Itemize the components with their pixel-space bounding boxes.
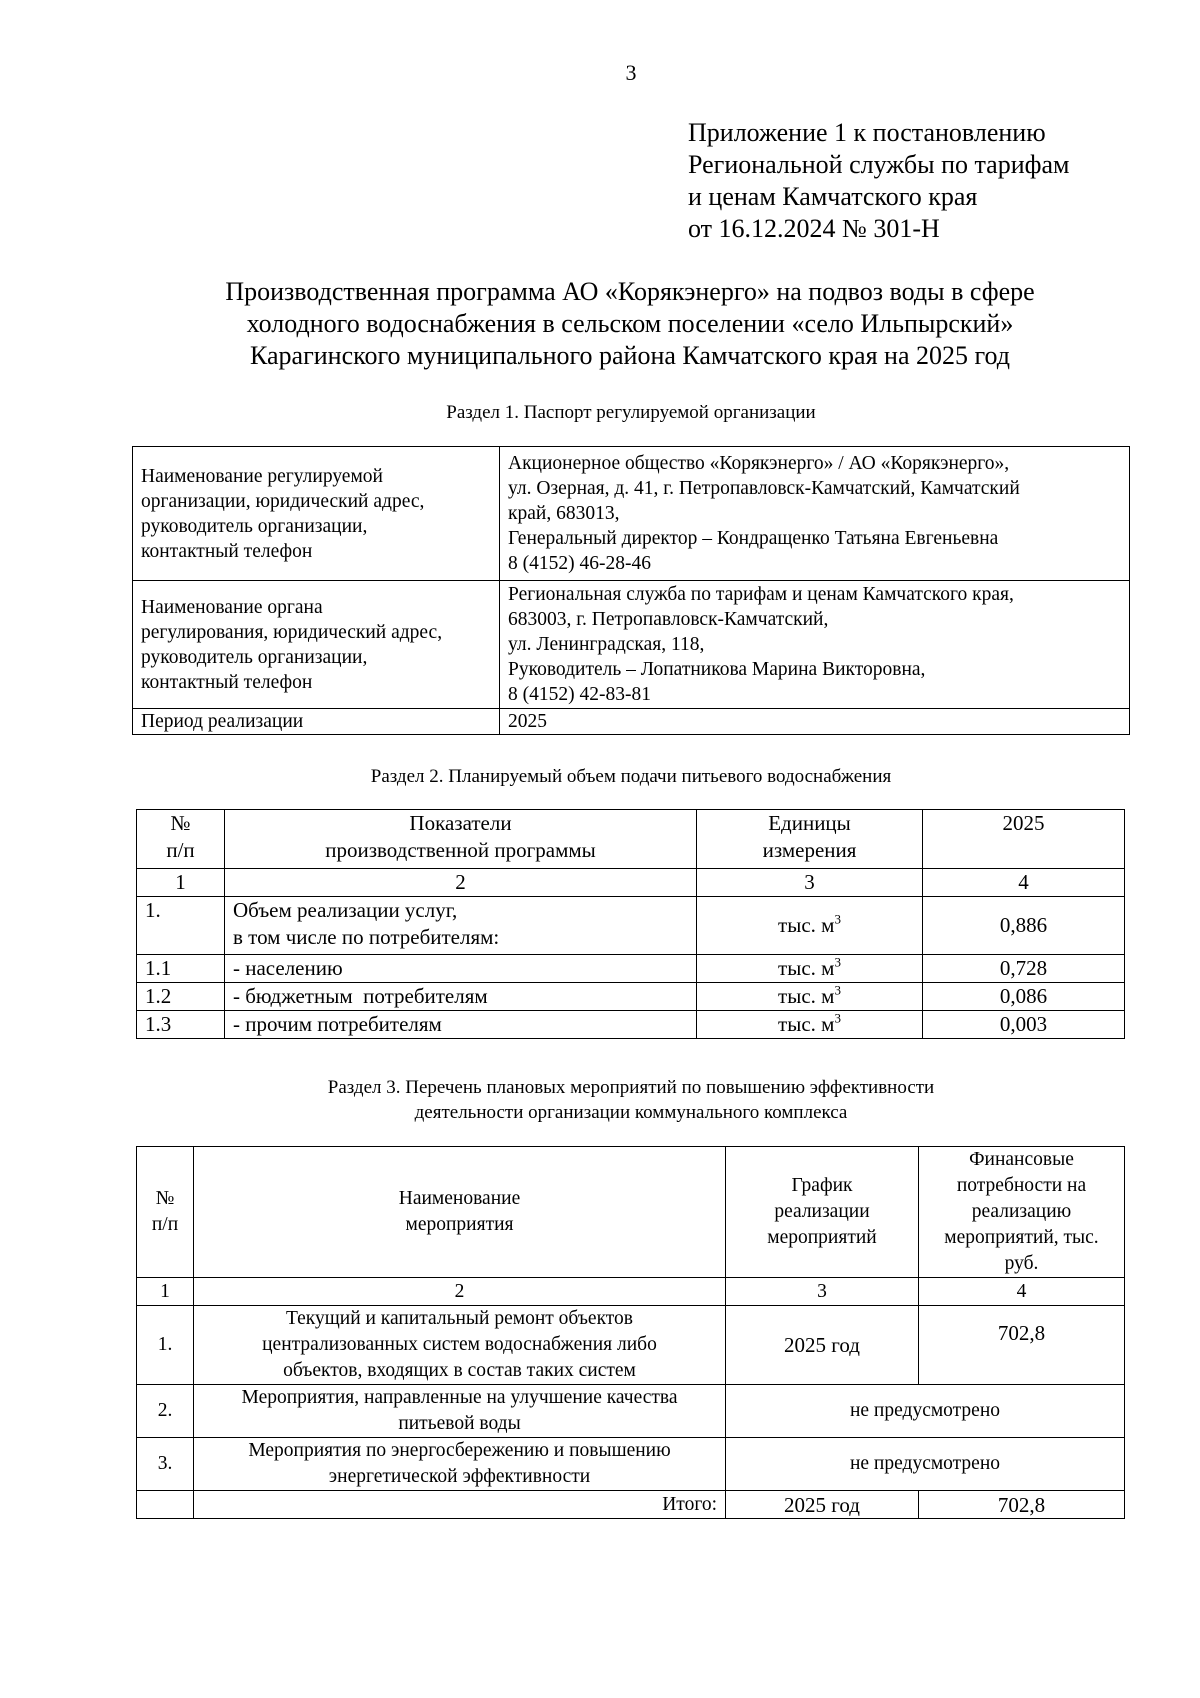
- table-row: [137, 1385, 1125, 1438]
- value-line: Акционерное общество «Корякэнерго» / АО «Корякэнерго»,: [508, 453, 1010, 474]
- column-number: 1: [137, 1278, 194, 1306]
- row-name: [194, 1306, 726, 1385]
- total-row: [137, 1491, 1125, 1519]
- name-line: объектов, входящих в состав таких систем: [283, 1360, 636, 1381]
- unit-text: тыс. м: [778, 1012, 835, 1036]
- title-line: деятельности организации коммунального комплекса: [414, 1102, 848, 1123]
- value-line: 2025: [508, 711, 547, 732]
- column-number: 4: [923, 869, 1125, 897]
- header-line: График: [791, 1175, 853, 1196]
- column-number: 3: [697, 869, 923, 897]
- name-line: централизованных систем водоснабжения либо: [262, 1334, 657, 1355]
- column-number: 4: [919, 1278, 1125, 1306]
- label-line: руководитель организации,: [141, 515, 368, 537]
- table-row: [137, 897, 1125, 955]
- label-line: контактный телефон: [141, 671, 313, 693]
- appendix-line: Приложение 1 к постановлению: [688, 118, 1046, 147]
- unit-text: тыс. м: [778, 984, 835, 1008]
- header-line: мероприятия: [405, 1214, 514, 1235]
- name-line: Объем реализации услуг,: [233, 898, 458, 922]
- value-line: 8 (4152) 46-28-46: [508, 553, 651, 574]
- row-value: 0,886: [923, 897, 1125, 955]
- row-schedule: 2025 год: [726, 1306, 919, 1385]
- header-line: мероприятий, тыс.: [944, 1227, 1099, 1248]
- name-line: Мероприятия по энергосбережению и повышению: [248, 1440, 671, 1461]
- passport-value: [500, 709, 1130, 735]
- value-line: ул. Ленинградская, 118,: [508, 634, 705, 655]
- passport-label: [133, 581, 500, 709]
- appendix-line: Региональной службы по тарифам: [688, 150, 1070, 179]
- row-name: [194, 1438, 726, 1491]
- table-row: [133, 709, 1130, 735]
- table-row: [137, 1011, 1125, 1039]
- row-name: [194, 1385, 726, 1438]
- row-value: 0,728: [923, 955, 1125, 983]
- header-line: реализации: [774, 1201, 870, 1222]
- header-line: руб.: [1004, 1253, 1039, 1274]
- table-row: [133, 581, 1130, 709]
- label-line: Период реализации: [141, 711, 304, 732]
- table-header-row: [137, 810, 1125, 869]
- section1-title: Раздел 1. Паспорт регулируемой организации: [446, 402, 816, 423]
- header-line: Финансовые: [969, 1149, 1074, 1170]
- name-line: Текущий и капитальный ремонт объектов: [285, 1308, 634, 1329]
- header-line: п/п: [166, 838, 195, 862]
- total-schedule: 2025 год: [726, 1491, 919, 1519]
- row-unit: [697, 983, 923, 1011]
- name-line: в том числе по потребителям:: [233, 925, 500, 949]
- row-merged: не предусмотрено: [726, 1385, 1125, 1438]
- volume-table: [136, 809, 1125, 1039]
- table-row: [137, 955, 1125, 983]
- row-num: 1.1: [137, 955, 225, 983]
- value-line: Руководитель – Лопатникова Марина Викторовна,: [508, 659, 926, 680]
- value-line: 683003, г. Петропавловск-Камчатский,: [508, 609, 829, 630]
- value-line: 8 (4152) 42-83-81: [508, 684, 651, 705]
- row-name: - населению: [225, 955, 697, 983]
- total-label: Итого:: [194, 1491, 726, 1519]
- label-line: Наименование регулируемой: [141, 465, 383, 487]
- label-line: регулирования, юридический адрес,: [141, 621, 443, 643]
- row-name: [225, 897, 697, 955]
- label-line: Наименование органа: [141, 596, 323, 618]
- section3-title: [0, 1075, 1200, 1125]
- row-merged: не предусмотрено: [726, 1438, 1125, 1491]
- title-line: Карагинского муниципального района Камчатского края на 2025 год: [250, 341, 1010, 370]
- column-number: 2: [194, 1278, 726, 1306]
- column-number: 2: [225, 869, 697, 897]
- header-line: п/п: [151, 1214, 179, 1235]
- passport-label: [133, 709, 500, 735]
- appendix-header: [688, 117, 1069, 245]
- label-line: руководитель организации,: [141, 646, 368, 668]
- row-value: 0,003: [923, 1011, 1125, 1039]
- document-title: [140, 276, 1120, 372]
- row-num: 1.: [137, 1306, 194, 1385]
- table-row: [137, 1438, 1125, 1491]
- passport-label: [133, 447, 500, 581]
- total-finance: 702,8: [919, 1491, 1125, 1519]
- row-num: 3.: [137, 1438, 194, 1491]
- passport-value: [500, 447, 1130, 581]
- row-finance: 702,8: [919, 1306, 1125, 1385]
- name-line: Мероприятия, направленные на улучшение качества: [241, 1387, 678, 1408]
- row-name: - бюджетным потребителям: [225, 983, 697, 1011]
- appendix-line: и ценам Камчатского края: [688, 182, 978, 211]
- table-row: [133, 447, 1130, 581]
- title-line: Производственная программа АО «Корякэнерго» на подвоз воды в сфере: [225, 277, 1035, 306]
- row-unit: [697, 1011, 923, 1039]
- header-line: реализацию: [971, 1201, 1072, 1222]
- row-num: 1.2: [137, 983, 225, 1011]
- header-line: производственной программы: [325, 838, 596, 862]
- row-num: 1.: [137, 897, 225, 955]
- row-value: 0,086: [923, 983, 1125, 1011]
- title-line: Раздел 3. Перечень плановых мероприятий по повышению эффективности: [327, 1077, 935, 1098]
- row-name: - прочим потребителям: [225, 1011, 697, 1039]
- unit-sup: 3: [834, 982, 841, 998]
- measures-table: [136, 1146, 1125, 1519]
- section2-title: Раздел 2. Планируемый объем подачи питьевого водоснабжения: [370, 766, 892, 787]
- column-number-row: [137, 869, 1125, 897]
- header-line: №: [155, 1188, 175, 1209]
- header-schedule: [726, 1147, 919, 1278]
- row-unit: [697, 897, 923, 955]
- value-line: край, 683013,: [508, 503, 620, 524]
- name-line: энергетической эффективности: [328, 1466, 591, 1487]
- value-line: Генеральный директор – Кондращенко Татьяна Евгеньевна: [508, 528, 999, 549]
- header-line: №: [170, 811, 191, 835]
- header-line: Единицы: [768, 811, 851, 835]
- page-number: 3: [625, 60, 637, 85]
- title-line: холодного водоснабжения в сельском поселении «село Ильпырский»: [246, 309, 1014, 338]
- passport-value: [500, 581, 1130, 709]
- header-indicator: [225, 810, 697, 869]
- header-finance: [919, 1147, 1125, 1278]
- header-line: Показатели: [409, 811, 512, 835]
- header-line: измерения: [762, 838, 857, 862]
- table-row: [137, 983, 1125, 1011]
- header-line: потребности на: [956, 1175, 1087, 1196]
- row-unit: [697, 955, 923, 983]
- label-line: контактный телефон: [141, 540, 313, 562]
- table-header-row: [137, 1147, 1125, 1278]
- value-line: ул. Озерная, д. 41, г. Петропавловск-Камчатский, Камчатский: [508, 478, 1020, 499]
- header-name: [194, 1147, 726, 1278]
- value-line: Региональная служба по тарифам и ценам Камчатского края,: [508, 584, 1014, 605]
- row-num: 1.3: [137, 1011, 225, 1039]
- table-row: [137, 1306, 1125, 1385]
- header-line: мероприятий: [767, 1227, 877, 1248]
- column-number: 3: [726, 1278, 919, 1306]
- header-unit: [697, 810, 923, 869]
- header-num: [137, 1147, 194, 1278]
- header-num: [137, 810, 225, 869]
- column-number-row: [137, 1278, 1125, 1306]
- header-year: 2025: [923, 810, 1125, 869]
- header-line: Наименование: [398, 1188, 521, 1209]
- passport-table: [132, 446, 1130, 735]
- row-num: 2.: [137, 1385, 194, 1438]
- name-line: питьевой воды: [398, 1413, 521, 1434]
- column-number: 1: [137, 869, 225, 897]
- total-empty-cell: [137, 1491, 194, 1519]
- unit-text: тыс. м: [778, 956, 835, 980]
- unit-text: тыс. м: [778, 913, 835, 937]
- unit-sup: 3: [834, 1010, 841, 1026]
- appendix-line: от 16.12.2024 № 301-Н: [688, 214, 940, 243]
- unit-sup: 3: [834, 954, 841, 970]
- unit-sup: 3: [834, 911, 841, 927]
- label-line: организации, юридический адрес,: [141, 490, 425, 512]
